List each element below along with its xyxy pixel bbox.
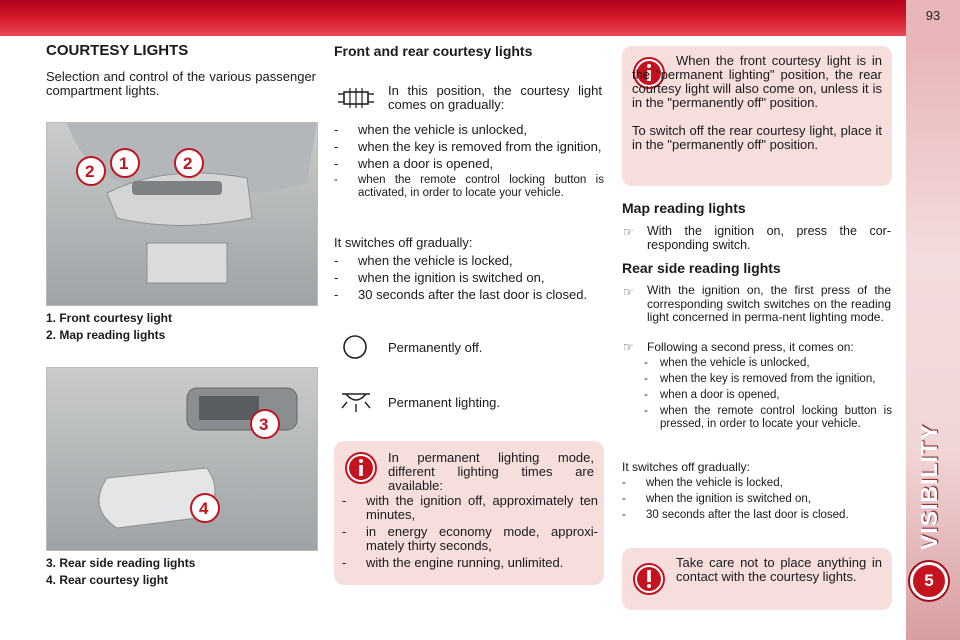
off-conditions-list: [334, 254, 604, 305]
list-item: - when the vehicle is unlocked,: [334, 123, 604, 137]
note-list: [342, 494, 598, 573]
photo-label-2b: 2: [183, 154, 193, 173]
map-reading-title: Map reading lights: [622, 200, 746, 216]
pointing-hand-icon: ☞: [623, 285, 634, 299]
gradual-text: In this position, the courtesy light comes on gradually:: [388, 83, 602, 112]
rear-lights-photo: [46, 367, 318, 551]
gradual-light-icon: [338, 86, 374, 115]
rear-reading-text1: With the ignition on, the first press of the corresponding switch switches on the reading light concerned in perma-nent lighting mode.: [647, 283, 891, 324]
rear-off-intro: It switches off gradually:: [622, 460, 750, 474]
on-conditions-list: [334, 123, 604, 203]
info-icon: [344, 451, 378, 490]
note-intro: In permanent lighting mode, different lighting times are available:: [388, 450, 594, 493]
list-item: - with the ignition off, approximately ten minutes,: [342, 494, 598, 522]
captions-rear: [46, 555, 195, 589]
page-number: 93: [925, 8, 941, 23]
off-position-icon: [342, 334, 368, 365]
chapter-sidebar: [906, 0, 960, 640]
front-lights-photo: [46, 122, 318, 306]
warning-icon: [632, 562, 666, 601]
pointing-hand-icon: ☞: [623, 340, 634, 354]
caption-2: 2. Map reading lights: [46, 328, 166, 342]
caption-4: 4. Rear courtesy light: [46, 573, 169, 587]
warning-text: Take care not to place anything in contact with the courtesy lights.: [676, 555, 882, 584]
list-item: - when the key is removed from the ignition,: [334, 140, 604, 154]
map-reading-text: With the ignition on, press the cor-responding switch.: [647, 224, 891, 252]
list-item: - when the remote control locking button is activated, in order to locate your vehicle.: [334, 174, 604, 200]
rear-off-list: [622, 477, 892, 525]
rear-on-list: [644, 357, 892, 434]
rear-reading-text2: Following a second press, it comes on:: [647, 340, 854, 354]
front-rear-title: Front and rear courtesy lights: [334, 43, 533, 59]
list-item: - when the remote control locking button is pressed, in order to locate your vehicle.: [644, 405, 892, 431]
photo-label-3: 3: [259, 415, 269, 434]
list-item: - when the vehicle is unlocked,: [644, 357, 892, 370]
pointing-hand-icon: ☞: [623, 225, 634, 239]
list-item: - in energy economy mode, approxi-mately thirty seconds,: [342, 525, 598, 553]
perm-on-icon: [338, 388, 374, 419]
note1-paragraph2: To switch off the rear courtesy light, place it in the "permanently off" position.: [632, 123, 882, 152]
perm-off-text: Permanently off.: [388, 340, 483, 355]
photo-label-1: 1: [119, 154, 129, 173]
warning-note: [622, 548, 892, 610]
permanent-mode-note: [334, 441, 604, 585]
list-item: - 30 seconds after the last door is closed.: [334, 288, 604, 302]
section-title: COURTESY LIGHTS: [46, 42, 189, 59]
section-intro: Selection and control of the various passenger compartment lights.: [46, 69, 316, 98]
list-item: - when a door is opened,: [644, 389, 892, 402]
photo-label-2a: 2: [85, 162, 95, 181]
list-item: - when the vehicle is locked,: [622, 477, 892, 490]
list-item: - when the ignition is switched on,: [622, 493, 892, 506]
list-item: - when the ignition is switched on,: [334, 271, 604, 285]
caption-3: 3. Rear side reading lights: [46, 556, 196, 570]
photo-label-4: 4: [199, 499, 209, 518]
note1-paragraph1: When the front courtesy light is in the "permanent lighting" position, the rear courtesy light will also come on, unless it is in the "permanently off" position.: [632, 53, 882, 110]
list-item: - when the key is removed from the ignition,: [644, 373, 892, 386]
top-banner: [0, 0, 906, 36]
list-item: - with the engine running, unlimited.: [342, 556, 598, 570]
list-item: - when a door is opened,: [334, 157, 604, 171]
list-item: - when the vehicle is locked,: [334, 254, 604, 268]
chapter-badge: 5: [910, 562, 948, 600]
rear-light-note: [622, 46, 892, 186]
perm-on-text: Permanent lighting.: [388, 395, 501, 410]
chapter-title: VISIBILITY: [916, 423, 942, 550]
off-intro: It switches off gradually:: [334, 235, 473, 250]
list-item: - 30 seconds after the last door is closed.: [622, 509, 892, 522]
rear-reading-title: Rear side reading lights: [622, 260, 781, 276]
captions-front: [46, 310, 172, 344]
caption-1: 1. Front courtesy light: [46, 311, 173, 325]
